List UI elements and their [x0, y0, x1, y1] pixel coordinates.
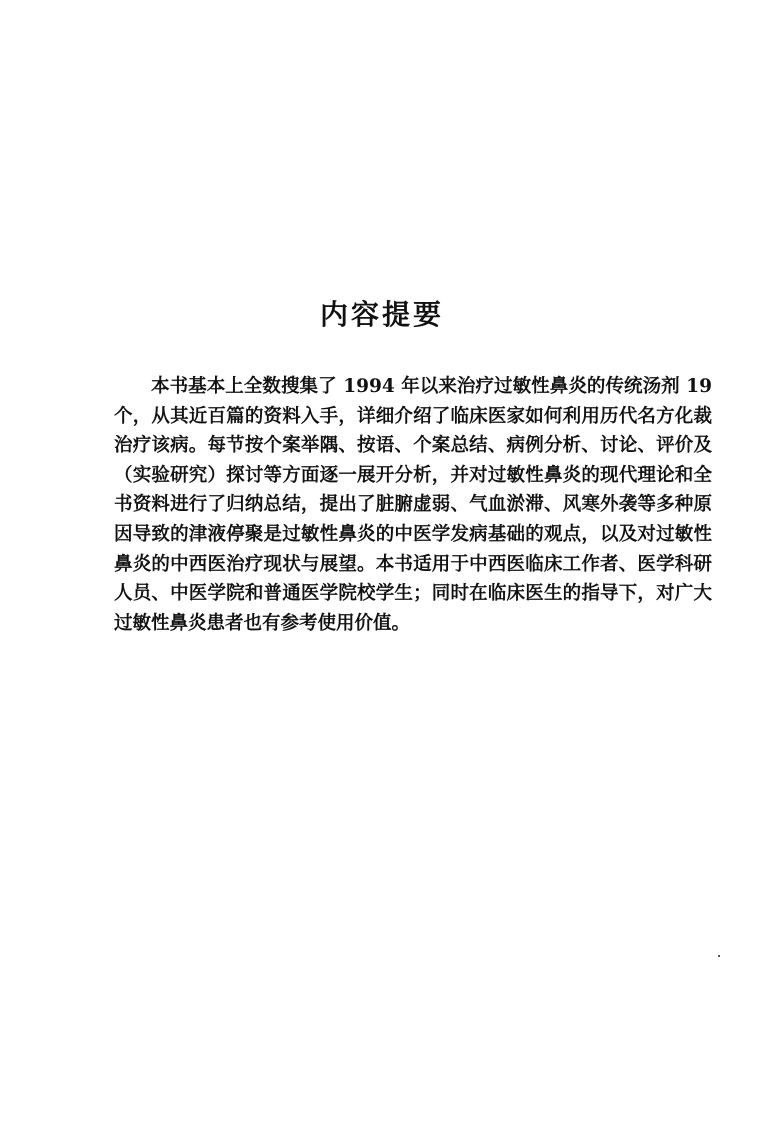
summary-paragraph: 本书基本上全数搜集了 1994 年以来治疗过敏性鼻炎的传统汤剂 19 个，从其近百篇的资料入手，详细介绍了临床医家如何利用历代名方化裁治疗该病。每节按个案举隅、按语、个案总结、病例分析、讨论、评价及（实验研究）探讨等方面逐一展开分析，并对过敏性鼻炎的现代理论和全书资料进行了归纳总结，提出了脏腑虚弱、气血淤滞、风寒外袭等多种原因导致的津液停聚是过敏性鼻炎的中医学发病基础的观点，以及对过敏性鼻炎的中西医治疗现状与展望。本书适用于中西医临床工作者、医学科研人员、中医学院和普通医学院校学生；同时在临床医生的指导下，对广大过敏性鼻炎患者也有参考使用价值。: [114, 376, 712, 634]
scan-speck: [718, 955, 720, 957]
page-title: 内容提要: [319, 297, 444, 331]
